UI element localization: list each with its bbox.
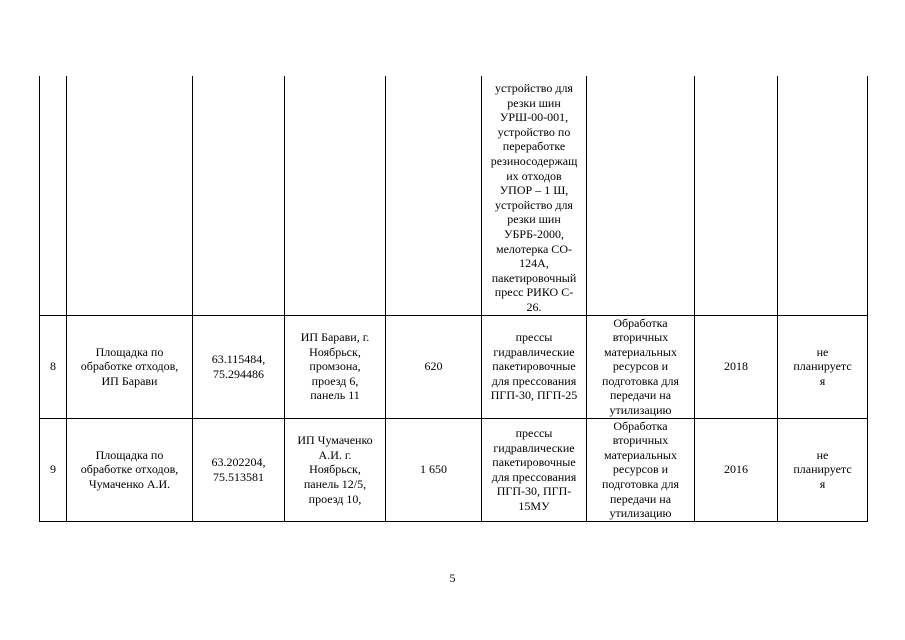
cell-plan: не планируетс я — [778, 418, 868, 521]
cell-capacity: 1 650 — [386, 418, 482, 521]
cell-purpose: Обработка вторичных материальных ресурсов и подготовка для передачи на утилизацию — [587, 418, 695, 521]
cell-plan: не планируетс я — [778, 315, 868, 418]
cell-purpose — [587, 76, 695, 315]
cell-address: ИП Чумаченко А.И. г. Ноябрьск, панель 12/5, проезд 10, — [285, 418, 386, 521]
cell-capacity — [386, 76, 482, 315]
cell-equipment: устройство для резки шин УРШ-00-001, устройство по переработке резиносодержащ их отходов УПОР – 1 Ш, устройство для резки шин УБРБ-2000, мелотерка СО- 124А, пакетировочный пресс РИКО С- 26. — [482, 76, 587, 315]
cell-year: 2016 — [695, 418, 778, 521]
facilities-table — [39, 76, 868, 522]
cell-coords: 63.202204, 75.513581 — [193, 418, 285, 521]
cell-num — [40, 76, 67, 315]
table-row-continuation — [40, 76, 868, 315]
cell-year — [695, 76, 778, 315]
cell-name: Площадка по обработке отходов, Чумаченко А.И. — [67, 418, 193, 521]
cell-address — [285, 76, 386, 315]
cell-name: Площадка по обработке отходов, ИП Барави — [67, 315, 193, 418]
cell-purpose: Обработка вторичных материальных ресурсов и подготовка для передачи на утилизацию — [587, 315, 695, 418]
cell-coords — [193, 76, 285, 315]
cell-capacity: 620 — [386, 315, 482, 418]
table-row — [40, 418, 868, 521]
cell-equipment: прессы гидравлические пакетировочные для прессования ПГП-30, ПГП- 15МУ — [482, 418, 587, 521]
cell-num: 9 — [40, 418, 67, 521]
cell-name — [67, 76, 193, 315]
cell-year: 2018 — [695, 315, 778, 418]
table-row — [40, 315, 868, 418]
cell-address: ИП Барави, г. Ноябрьск, промзона, проезд 6, панель 11 — [285, 315, 386, 418]
cell-coords: 63.115484, 75.294486 — [193, 315, 285, 418]
cell-num: 8 — [40, 315, 67, 418]
cell-equipment: прессы гидравлические пакетировочные для прессования ПГП-30, ПГП-25 — [482, 315, 587, 418]
page-number: 5 — [449, 571, 456, 585]
cell-plan — [778, 76, 868, 315]
